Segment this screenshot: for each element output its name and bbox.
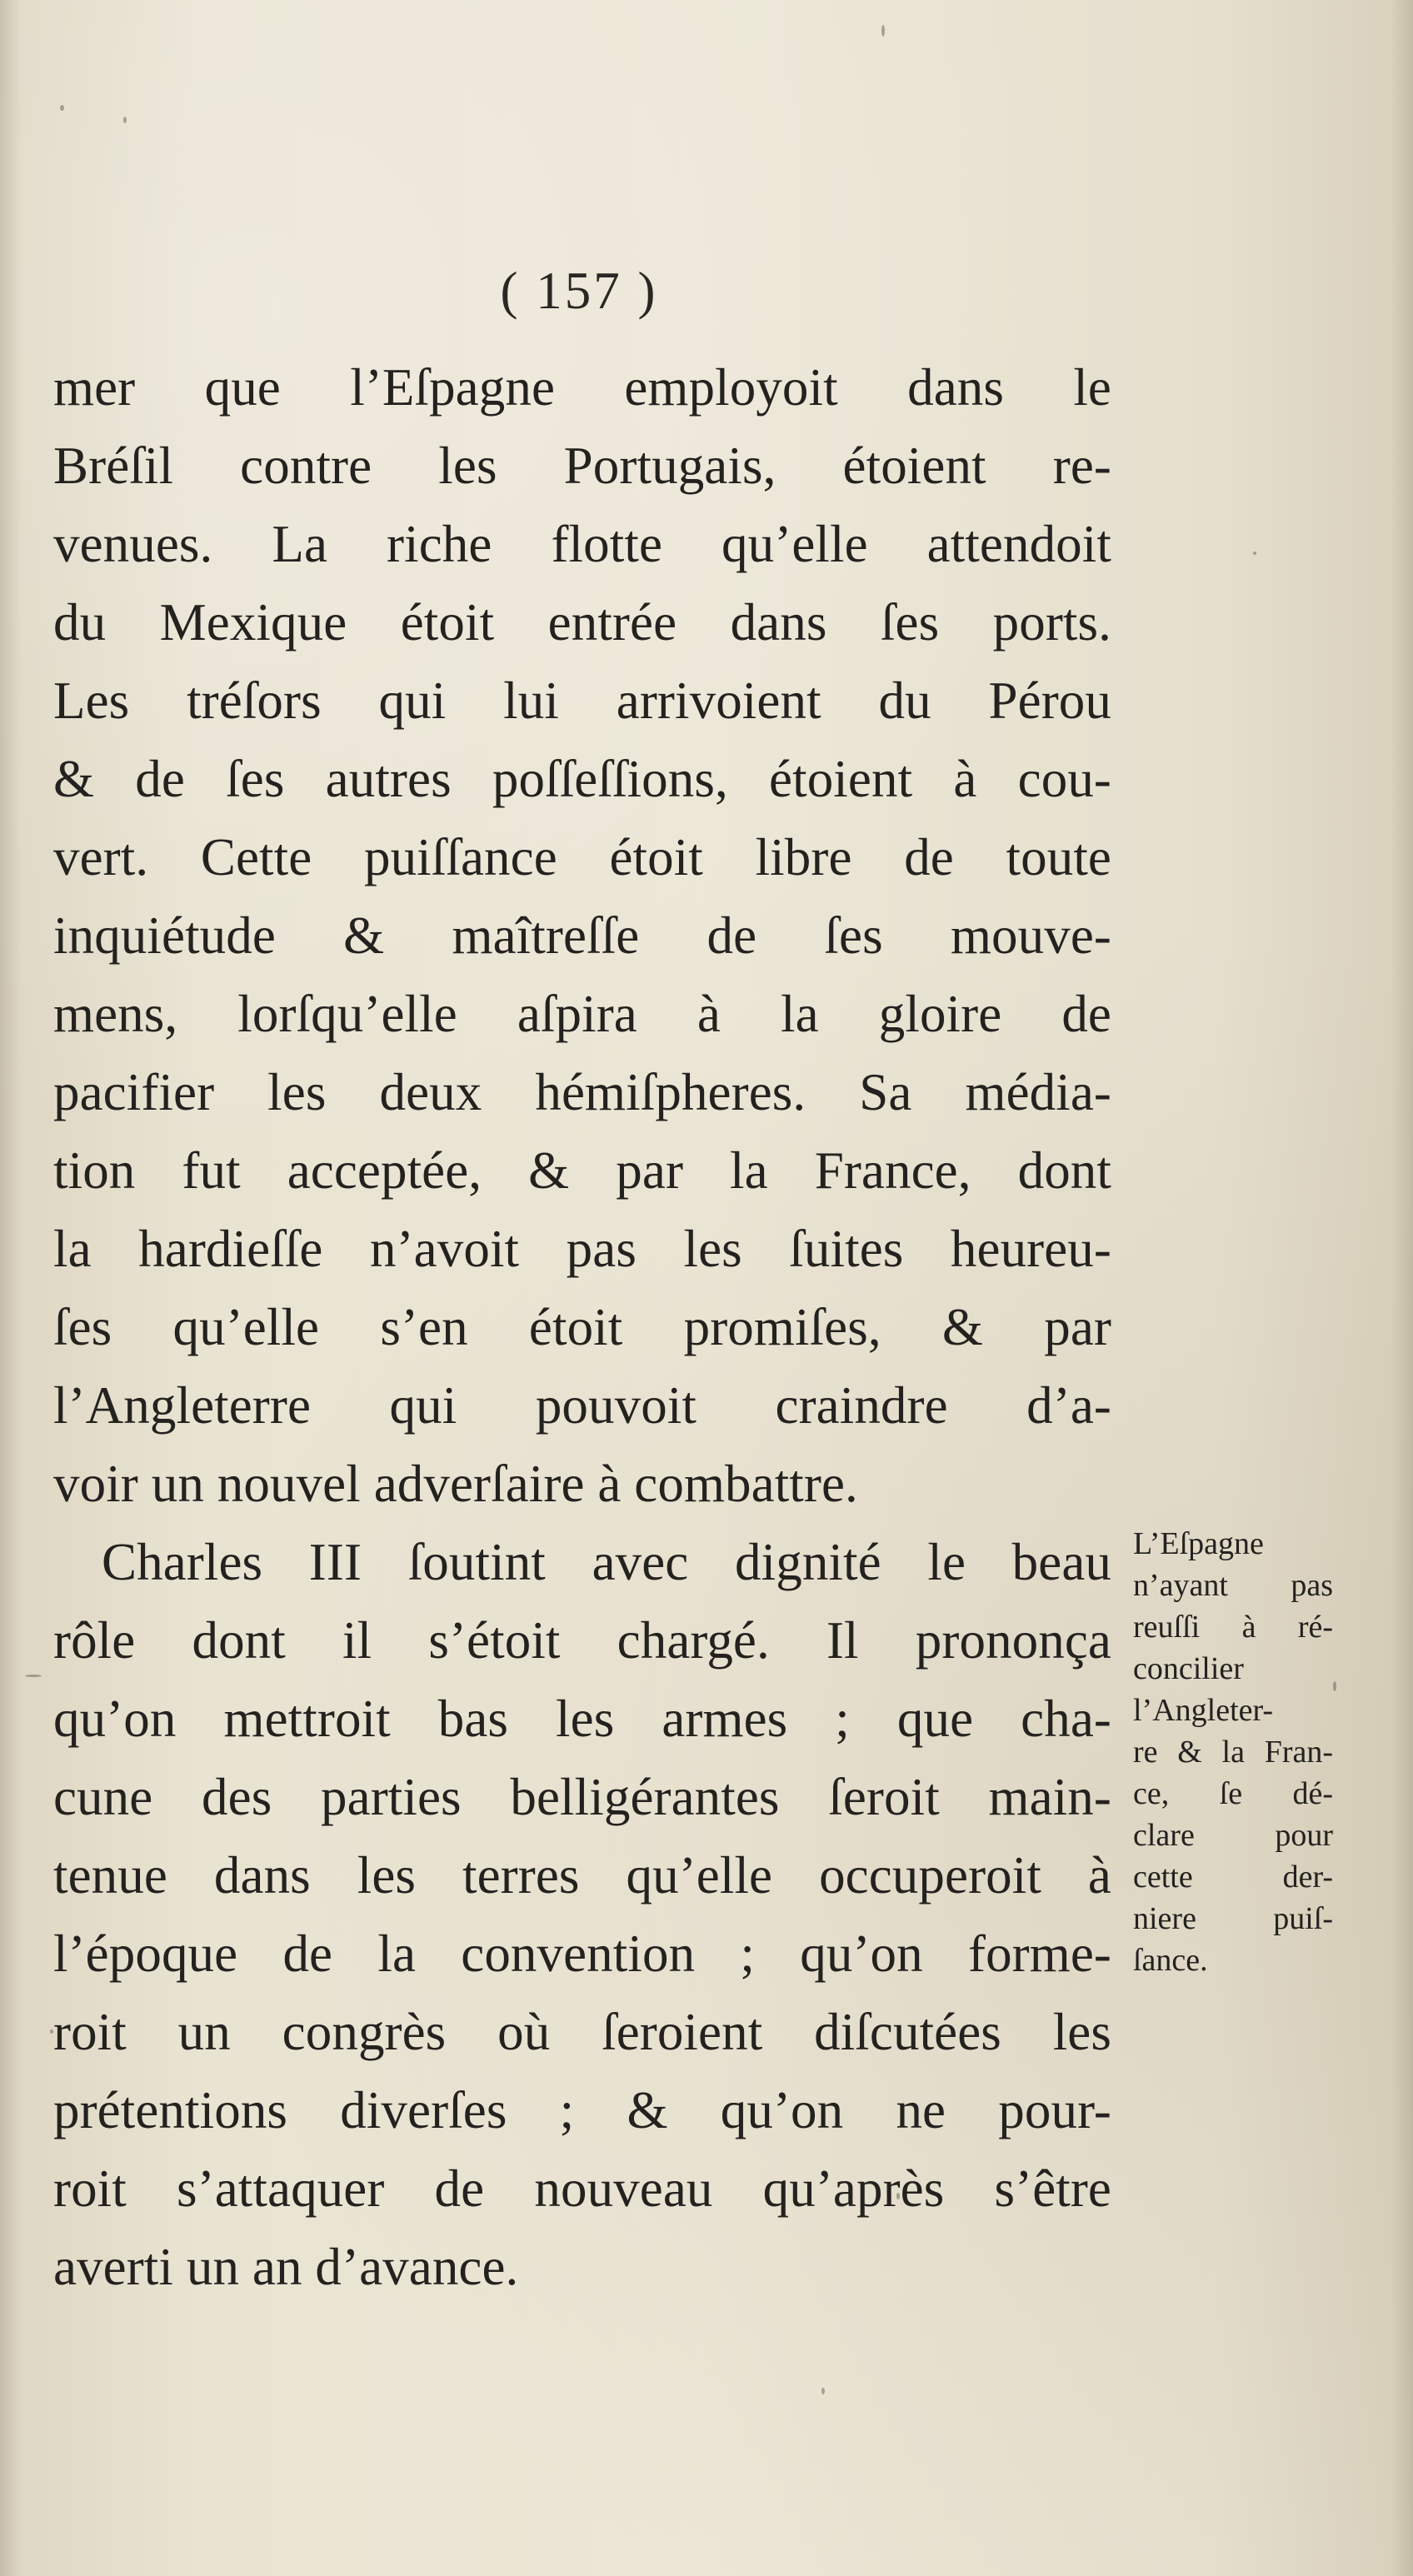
main-text-line: la hardieſſe n’avoit pas les ſuites heureu- [53, 1220, 1111, 1278]
margin-note-line: concilier [1133, 1651, 1244, 1686]
page-number: ( 157 ) [500, 262, 658, 320]
margin-note-line: n’ayant pas [1133, 1568, 1333, 1603]
paper-speck [1253, 552, 1256, 555]
margin-note-line: ſance. [1133, 1943, 1208, 1978]
right-page-edge [1391, 0, 1413, 2576]
paper-speck [1333, 1681, 1336, 1691]
main-text-line: pacifier les deux hémiſpheres. Sa média- [53, 1063, 1111, 1121]
paper-speck [881, 25, 885, 37]
paper-speck [60, 105, 64, 111]
main-text-line: Les tréſors qui lui arrivoient du Pérou [53, 671, 1111, 730]
paper-speck [25, 1675, 42, 1677]
main-text-line: tenue dans les terres qu’elle occuperoit à [53, 1846, 1111, 1905]
main-text-line: venues. La riche flotte qu’elle attendoit [53, 515, 1111, 573]
main-text-block [53, 348, 1111, 2306]
margin-note-line: cette der- [1133, 1860, 1333, 1895]
main-text-line: & de ſes autres poſſeſſions, étoient à cou- [53, 750, 1111, 808]
main-text-line: vert. Cette puiſſance étoit libre de toute [53, 828, 1111, 886]
main-text-line: du Mexique étoit entrée dans ſes ports. [53, 593, 1111, 651]
main-text-line: ſes qu’elle s’en étoit promiſes, & par [53, 1298, 1111, 1356]
main-text-line: Bréſil contre les Portugais, étoient re- [53, 437, 1111, 495]
main-text-line: roit un congrès où ſeroient diſcutées les [53, 2003, 1111, 2061]
margin-note-line: reuſſi à ré- [1133, 1610, 1333, 1645]
main-text-line: qu’on mettroit bas les armes ; que cha- [53, 1690, 1111, 1748]
margin-note-line: clare pour [1133, 1818, 1333, 1853]
main-text-line: inquiétude & maîtreſſe de ſes mouve- [53, 906, 1111, 965]
margin-note-line: l’Angleter- [1133, 1693, 1274, 1728]
main-text-line: cune des parties belligérantes ſeroit main- [53, 1768, 1111, 1826]
paper-speck [821, 2388, 825, 2394]
paragraph-start-line: Charles III ſoutint avec dignité le beau [102, 1533, 1111, 1591]
main-text-line: rôle dont il s’étoit chargé. Il prononça [53, 1611, 1111, 1670]
main-text-line: voir un nouvel adverſaire à combattre. [53, 1455, 858, 1513]
paper-speck [123, 117, 127, 123]
main-text-line: mens, lorſqu’elle aſpira à la gloire de [53, 985, 1111, 1043]
main-text-line: mer que l’Eſpagne employoit dans le [53, 358, 1111, 417]
main-text-line: l’époque de la convention ; qu’on forme- [53, 1925, 1111, 1983]
main-text-line: l’Angleterre qui pouvoit craindre d’a- [53, 1376, 1111, 1435]
main-text-line: prétentions diverſes ; & qu’on ne pour- [53, 2081, 1111, 2139]
main-text-line: averti un an d’avance. [53, 2238, 519, 2296]
margin-note-line: re & la Fran- [1133, 1735, 1333, 1770]
main-text-line: tion fut acceptée, & par la France, dont [53, 1141, 1111, 1200]
margin-note-line: L’Eſpagne [1133, 1526, 1264, 1561]
margin-note [1133, 1523, 1333, 1981]
main-text-line: roit s’attaquer de nouveau qu’après s’être [53, 2159, 1111, 2218]
margin-note-line: ce, ſe dé- [1133, 1776, 1333, 1811]
margin-note-line: niere puiſ- [1133, 1901, 1333, 1936]
left-page-edge [0, 0, 22, 2576]
